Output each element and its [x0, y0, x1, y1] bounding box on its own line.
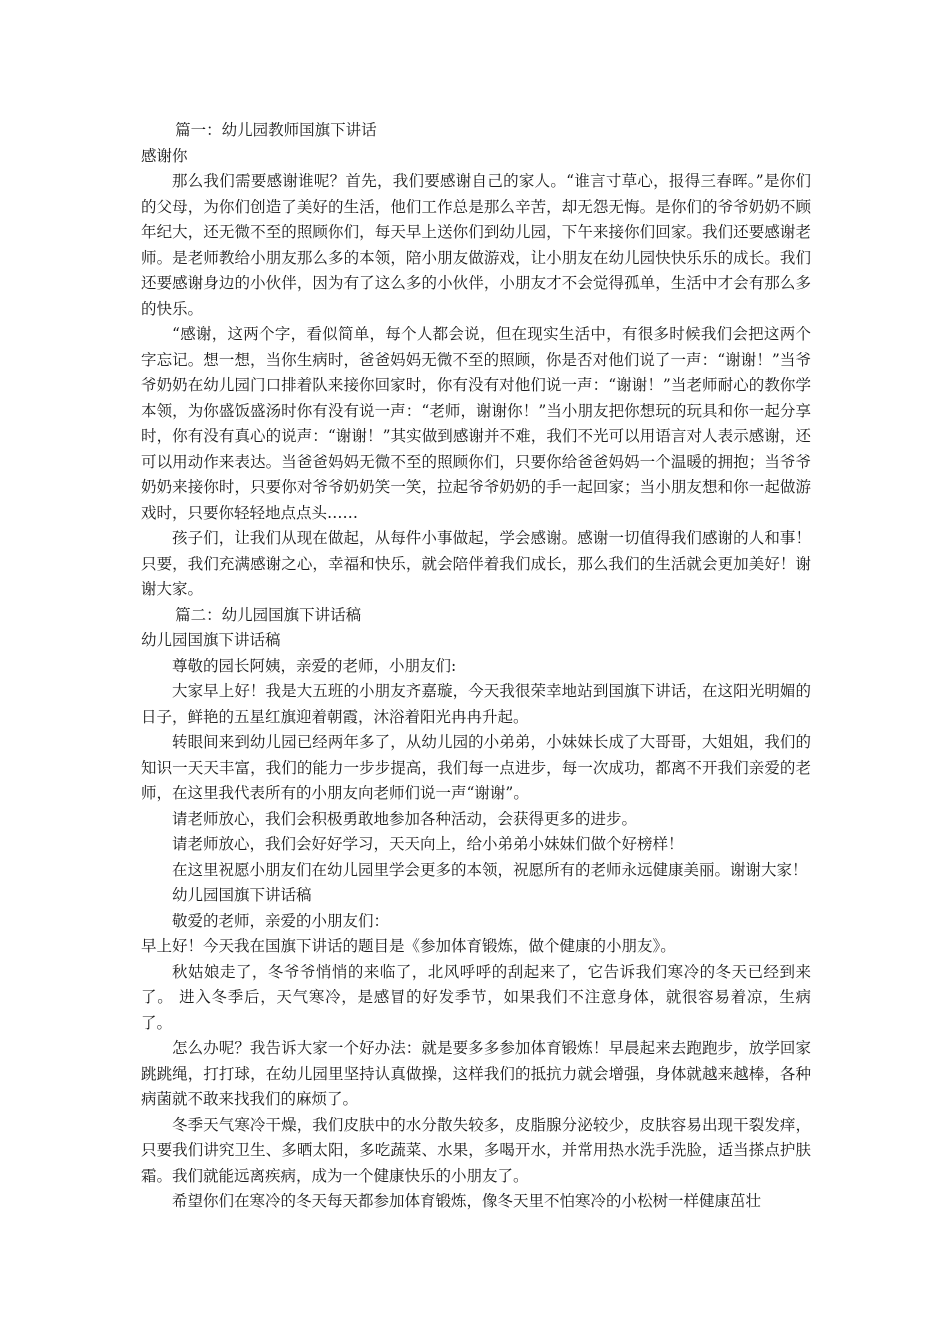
paragraph: 怎么办呢？我告诉大家一个好办法：就是要多多参加体育锻炼！早晨起来去跑跑步，放学回家跳跳绳，打打球，在幼儿园里坚持认真做操，这样我们的抵抗力就会增强，身体就越来越棒，各种病菌就不敢来找我们的麻烦了。 — [141, 1039, 811, 1108]
document-body — [141, 118, 811, 1215]
greeting: 敬爱的老师，亲爱的小朋友们： — [172, 911, 390, 930]
paragraph: 转眼间来到幼儿园已经两年多了，从幼儿园的小弟弟，小妹妹长成了大哥哥，大姐姐，我们的知识一天天丰富，我们的能力一步步提高，我们每一点进步，每一次成功，都离不开我们亲爱的老师，在这里我代表所有的小朋友向老师们说一声“谢谢”。 — [141, 733, 811, 802]
paragraph: “感谢，这两个字，看似简单，每个人都会说，但在现实生活中，有很多时候我们会把这两个字忘记。想一想，当你生病时，爸爸妈妈无微不至的照顾，你是否对他们说了一声：“谢谢！”当爷爷奶奶在幼儿园门口排着队来接你回家时，你有没有对他们说一声：“谢谢！”当老师耐心的教你学本领，为你盛饭盛汤时你有没有说一声：“老师，谢谢你！”当小朋友把你想玩的玩具和你一起分享时，你有没有真心的说声：“谢谢！”其实做到感谢并不难，我们不光可以用语言对人表示感谢，还可以用动作来表达。当爸爸妈妈无微不至的照顾你们，只要你给爸爸妈妈一个温暖的拥抱；当爷爷奶奶来接你时，只要你对爷爷奶奶笑一笑，拉起爷爷奶奶的手一起回家；当小朋友想和你一起做游戏时，只要你轻轻地点点头…… — [141, 325, 811, 522]
greeting: 尊敬的园长阿姨，亲爱的老师，小朋友们: — [172, 656, 457, 675]
paragraph: 在这里祝愿小朋友们在幼儿园里学会更多的本领，祝愿所有的老师永远健康美丽。谢谢大家！ — [172, 860, 808, 879]
paragraph: 大家早上好！我是大五班的小朋友齐嘉璇，今天我很荣幸地站到国旗下讲话，在这阳光明媚的日子，鲜艳的五星红旗迎着朝霞，沐浴着阳光冉冉升起。 — [141, 682, 811, 726]
speech-title: 感谢你 — [141, 146, 188, 165]
paragraph: 那么我们需要感谢谁呢？首先，我们要感谢自己的家人。“谁言寸草心，报得三春晖。”是你们的父母，为你们创造了美好的生活，他们工作总是那么辛苦，却无怨无悔。是你们的爷爷奶奶不顾年纪大，还无微不至的照顾你们，每天早上送你们到幼儿园，下午来接你们回家。我们还要感谢老师。是老师教给小朋友那么多的本领，陪小朋友做游戏，让小朋友在幼儿园快快乐乐的成长。我们还要感谢身边的小伙伴，因为有了这么多的小伙伴，小朋友才不会觉得孤单，生活中才会有那么多的快乐。 — [141, 172, 811, 318]
paragraph: 请老师放心，我们会好好学习，天天向上，给小弟弟小妹妹们做个好榜样！ — [172, 835, 684, 853]
paragraph: 早上好！今天我在国旗下讲话的题目是《参加体育锻炼，做个健康的小朋友》。 — [141, 937, 676, 955]
speech-title: 幼儿园国旗下讲话稿 — [141, 631, 281, 649]
section-title-two: 篇二：幼儿园国旗下讲话稿 — [175, 605, 362, 624]
speech-title: 幼儿园国旗下讲话稿 — [172, 886, 312, 904]
paragraph: 孩子们，让我们从现在做起，从每件小事做起，学会感谢。感谢一切值得我们感谢的人和事！只要，我们充满感谢之心，幸福和快乐，就会陪伴着我们成长，那么我们的生活就会更加美好！谢谢大家。 — [141, 529, 811, 598]
paragraph: 请老师放心，我们会积极勇敢地参加各种活动，会获得更多的进步。 — [172, 809, 638, 828]
paragraph: 冬季天气寒冷干燥，我们皮肤中的水分散失较多，皮脂腺分泌较少，皮肤容易出现干裂发痒，只要我们讲究卫生、多晒太阳，多吃蔬菜、水果，多喝开水，并常用热水洗手洗脸，适当搽点护肤霜。我们就能远离疾病，成为一个健康快乐的小朋友了。 — [141, 1115, 811, 1185]
paragraph: 希望你们在寒冷的冬天每天都参加体育锻炼，像冬天里不怕寒冷的小松树一样健康茁壮 — [172, 1192, 762, 1210]
section-title-one: 篇一：幼儿园教师国旗下讲话 — [175, 121, 377, 139]
paragraph: 秋姑娘走了，冬爷爷悄悄的来临了，北风呼呼的刮起来了，它告诉我们寒冷的冬天已经到来了。 进入冬季后，天气寒冷，是感冒的好发季节，如果我们不注意身体，就很容易着凉，生病了。 — [141, 962, 811, 1032]
